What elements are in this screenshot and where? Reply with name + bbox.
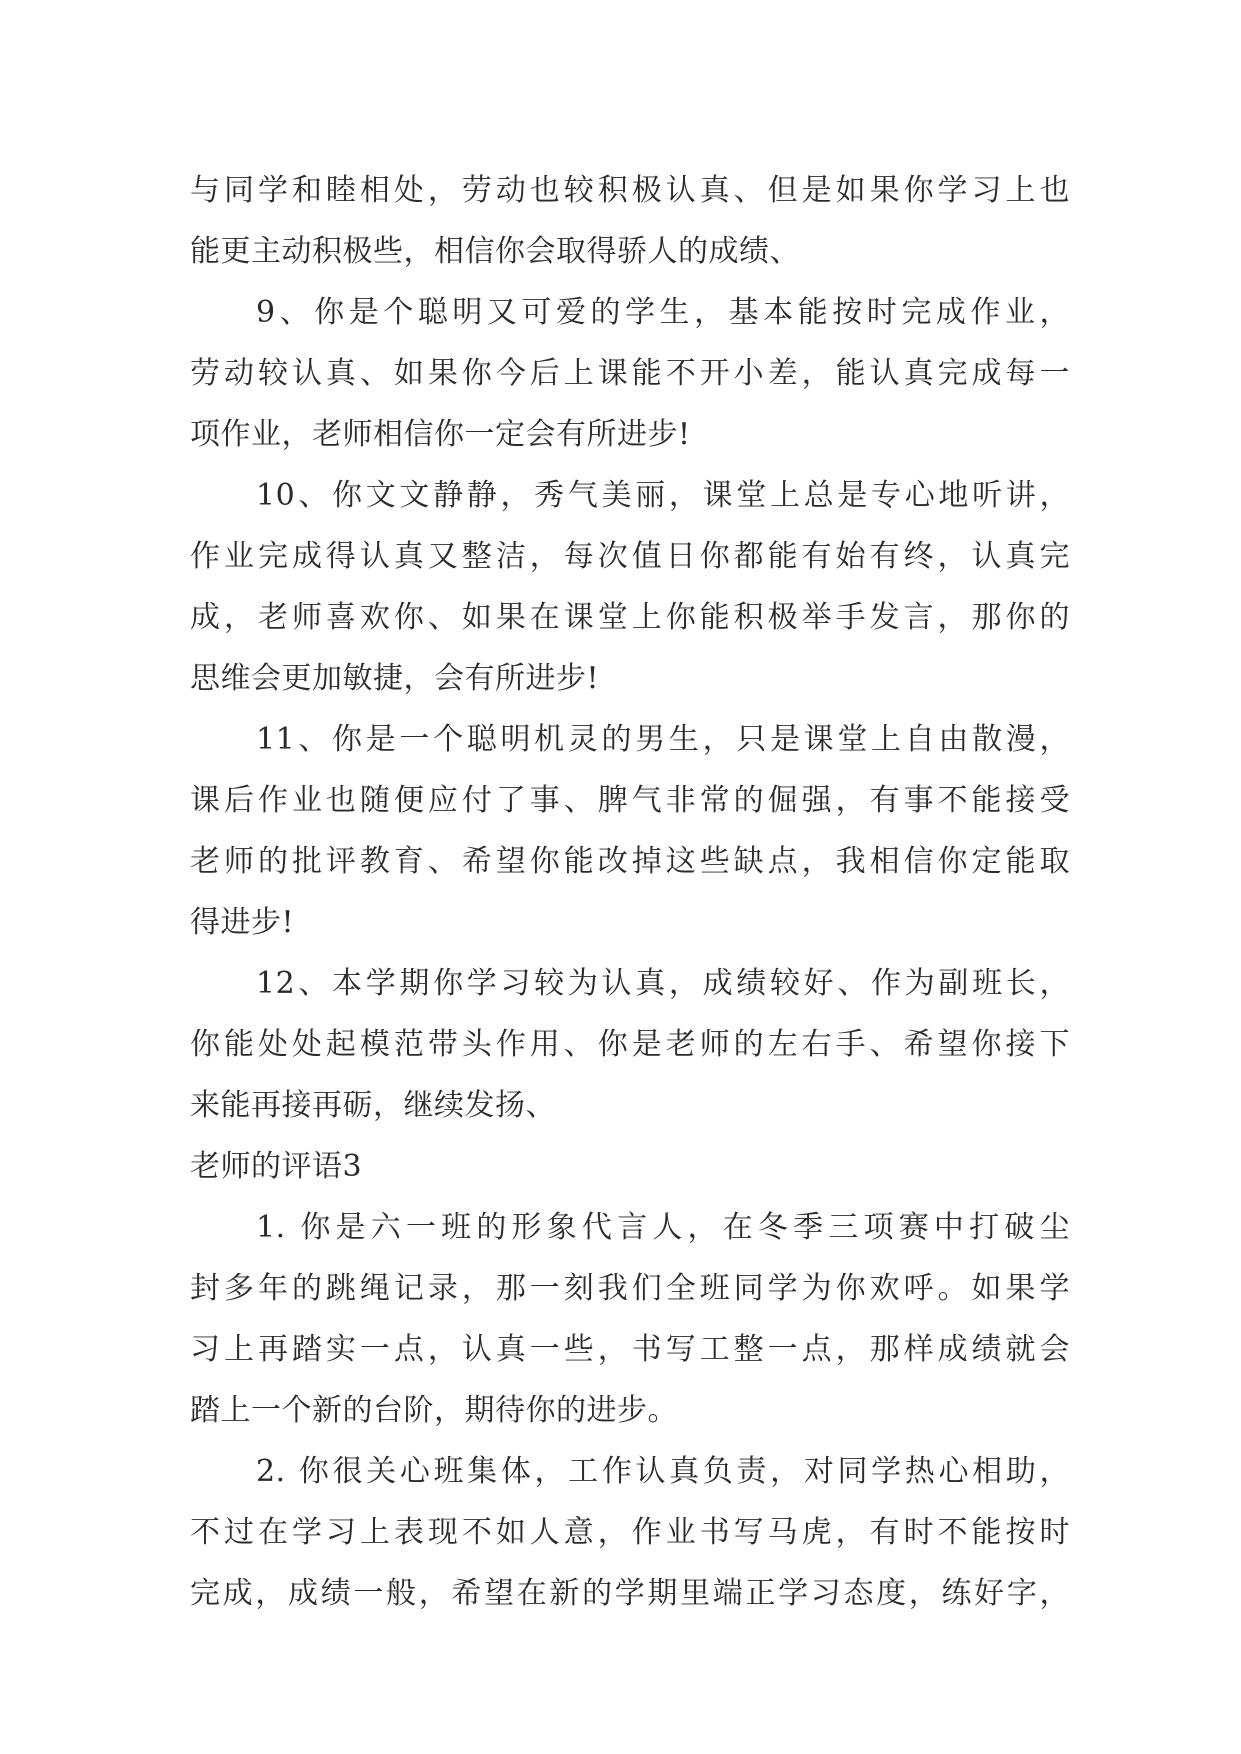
text-line: 与同学和睦相处，劳动也较积极认真、但是如果你学习上也 (190, 173, 1070, 208)
text-line: 老师的批评教育、希望你能改掉这些缺点，我相信你定能取 (190, 844, 1070, 879)
text-line: 你能处处起模范带头作用、你是老师的左右手、希望你接下 (190, 1027, 1070, 1062)
text-line: 作业完成得认真又整洁，每次值日你都能有始有终，认真完 (190, 539, 1070, 574)
text-line: 思维会更加敏捷，会有所进步! (190, 661, 600, 696)
text-line: 来能再接再砺，继续发扬、 (190, 1088, 556, 1123)
text-line: 得进步! (190, 905, 295, 940)
text-line: 不过在学习上表现不如人意，作业书写马虎，有时不能按时 (190, 1515, 1070, 1550)
text-line: 踏上一个新的台阶，期待你的进步。 (190, 1393, 678, 1428)
text-line: 封多年的跳绳记录，那一刻我们全班同学为你欢呼。如果学 (190, 1271, 1070, 1306)
text-line: 劳动较认真、如果你今后上课能不开小差，能认真完成每一 (190, 356, 1070, 391)
text-line: 9、你是个聪明又可爱的学生，基本能按时完成作业， (256, 295, 1070, 330)
text-line: 1. 你是六一班的形象代言人，在冬季三项赛中打破尘 (256, 1210, 1070, 1245)
text-line: 项作业，老师相信你一定会有所进步! (190, 417, 691, 452)
section-heading: 老师的评语3 (190, 1149, 363, 1184)
text-line: 成，老师喜欢你、如果在课堂上你能积极举手发言，那你的 (190, 600, 1070, 635)
text-line: 能更主动积极些，相信你会取得骄人的成绩、 (190, 234, 800, 269)
text-line: 习上再踏实一点，认真一些，书写工整一点，那样成绩就会 (190, 1332, 1070, 1367)
text-line: 2. 你很关心班集体，工作认真负责，对同学热心相助， (256, 1454, 1070, 1489)
document-body (190, 160, 1070, 1624)
text-line: 11、你是一个聪明机灵的男生，只是课堂上自由散漫， (256, 722, 1070, 757)
text-line: 12、本学期你学习较为认真，成绩较好、作为副班长， (256, 966, 1070, 1001)
text-line: 10、你文文静静，秀气美丽，课堂上总是专心地听讲， (256, 478, 1070, 513)
text-line: 完成，成绩一般，希望在新的学期里端正学习态度，练好字， (190, 1576, 1070, 1611)
text-line: 课后作业也随便应付了事、脾气非常的倔强，有事不能接受 (190, 783, 1070, 818)
